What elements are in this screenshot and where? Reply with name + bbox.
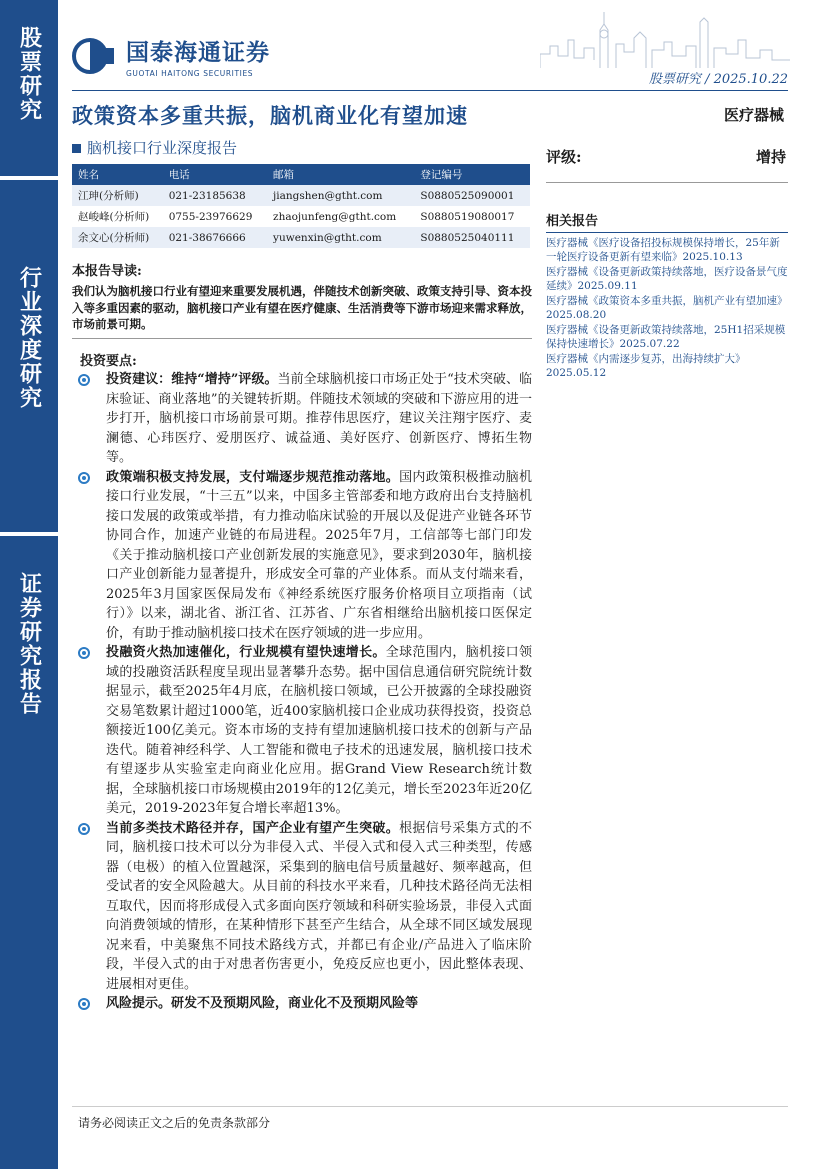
report-title: 政策资本多重共振，脑机商业化有望加速	[72, 103, 468, 128]
analyst-table	[72, 164, 530, 248]
logo-cn-text: 国泰海通证券	[126, 40, 270, 66]
analyst-phone: 0755-23976629	[163, 206, 267, 227]
analyst-table-header	[72, 164, 530, 185]
subtitle-square-icon	[72, 144, 81, 153]
investment-points	[76, 370, 532, 1014]
analyst-email[interactable]: zhaojunfeng@gtht.com	[267, 206, 414, 227]
point-text: 全球范围内，脑机接口领域的投融资活跃程度呈现出显著攀升态势。据中国信息通信研究院统计数据显示，截至2025年4月底，在脑机接口领域，已公开披露的全球投融资交易笔数累计超过1000笔，近400家脑机接口企业成功获得投资，投资总额接近100亿美元。资本市场的支持有望加速脑机接口技术的创新与产品迭代。随着神经科学、人工智能和微电子技术的迅速发展，脑机接口技术有望逐步从实验室走向商业化应用。据Grand View Research统计数据，全球脑机接口市场规模由2019年的12亿美元，增长至2023年近20亿美元，2019-2023年复合增长率超13%。	[106, 645, 532, 816]
footer-divider	[72, 1106, 788, 1107]
analyst-reg: S0880525040111	[414, 227, 530, 248]
report-guide	[72, 260, 532, 333]
table-row	[72, 227, 530, 248]
sidebar-label-securities-report: 证券研究报告	[16, 572, 42, 716]
analyst-phone: 021-38676666	[163, 227, 267, 248]
header-divider	[72, 90, 788, 91]
subtitle-text: 脑机接口行业深度报告	[87, 139, 238, 157]
list-item	[76, 370, 532, 468]
sidebar-label-industry-research: 行业深度研究	[16, 266, 42, 410]
analyst-email[interactable]: jiangshen@gtht.com	[267, 185, 414, 206]
rating-label: 评级:	[546, 148, 582, 166]
logo-mark-icon	[72, 38, 118, 74]
bullet-icon	[78, 374, 90, 386]
point-lead: 当前多类技术路径并存，国产企业有望产生突破。	[106, 820, 400, 836]
city-skyline-graphic	[540, 10, 790, 68]
guide-header: 本报告导读:	[72, 264, 142, 279]
list-item	[76, 643, 532, 819]
related-report-link[interactable]: 医疗器械《设备更新政策持续落地，医疗设备景气度延续》2025.09.11	[546, 266, 788, 292]
report-subtitle	[72, 137, 237, 158]
sidebar-section-industry-research	[0, 180, 58, 532]
related-reports	[546, 210, 788, 381]
logo-en-text: GUOTAI HAITONG SECURITIES	[126, 69, 254, 78]
col-email: 邮箱	[267, 164, 414, 185]
bullet-icon	[78, 472, 90, 484]
disclaimer-footer: 请务必阅读正文之后的免责条款部分	[78, 1116, 271, 1130]
list-item	[76, 994, 532, 1014]
point-text: 当前全球脑机接口市场正处于“技术突破、临床验证、商业落地”的关键转折期。伴随技术领域的突破和下游应用的进一步打开，脑机接口市场前景可期。推荐伟思医疗，建议关注翔宇医疗、麦澜德、心玮医疗、爱朋医疗、诚益通、美好医疗、创新医疗、博拓生物等。	[106, 372, 532, 465]
related-report-link[interactable]: 医疗器械《设备更新政策持续落地，25H1招采规模保持快速增长》2025.07.22	[546, 324, 786, 350]
related-report-link[interactable]: 医疗器械《医疗设备招投标规模保持增长，25年新一轮医疗设备更新有望来临》2025.10.13	[546, 237, 780, 263]
analyst-name: 江珅(分析师)	[72, 185, 163, 206]
industry-label: 医疗器械	[723, 106, 784, 124]
analyst-phone: 021-23185638	[163, 185, 267, 206]
col-phone: 电话	[163, 164, 267, 185]
related-report-link[interactable]: 医疗器械《内需逐步复苏，出海持续扩大》2025.05.12	[546, 353, 746, 379]
bullet-icon	[78, 823, 90, 835]
analyst-name: 赵峻峰(分析师)	[72, 206, 163, 227]
guide-divider	[72, 338, 532, 339]
company-logo	[72, 34, 270, 78]
guide-text: 我们认为脑机接口行业有望迎来重要发展机遇，伴随技术创新突破、政策支持引导、资本投入等多重因素的驱动，脑机接口产业有望在医疗健康、生活消费等下游市场迎来需求释放，市场前景可期。	[72, 284, 532, 331]
col-name: 姓名	[72, 164, 163, 185]
table-row	[72, 185, 530, 206]
list-item	[76, 819, 532, 995]
point-text: 根据信号采集方式的不同，脑机接口技术可以分为非侵入式、半侵入式和侵入式三种类型，传感器（电极）的植入位置越深，采集到的脑电信号质量越好、频率越高，但受试者的安全风险越大。从目前的科技水平来看，几种技术路径尚无法相互取代，因而将形成侵入式多面向医疗领域和科研实验场景，非侵入式面向消费领域的情形，在某种情形下甚至产生结合，从全球不同区域发展现况来看，中美聚焦不同技术路线方式，并都已有企业/产品进入了临床阶段，半侵入式的由于对患者伤害更小，免疫反应也更小，因此整体表现、进展相对更佳。	[106, 820, 532, 992]
analyst-reg: S0880519080017	[414, 206, 530, 227]
analyst-email[interactable]: yuwenxin@gtht.com	[267, 227, 414, 248]
rating-divider	[546, 182, 788, 183]
related-reports-header: 相关报告	[546, 210, 788, 233]
point-lead: 政策端积极支持发展，支付端逐步规范推动落地。	[106, 469, 400, 485]
list-item	[76, 468, 532, 644]
bullet-icon	[78, 647, 90, 659]
point-lead: 投融资火热加速催化，行业规模有望快速增长。	[106, 645, 386, 660]
analyst-reg: S0880525090001	[414, 185, 530, 206]
analyst-name: 余文心(分析师)	[72, 227, 163, 248]
sidebar-section-stock-research	[0, 0, 58, 176]
related-report-link[interactable]: 医疗器械《政策资本多重共振，脑机产业有望加速》2025.08.20	[546, 295, 788, 321]
point-lead: 风险提示。研发不及预期风险，商业化不及预期风险等	[106, 996, 419, 1011]
points-header: 投资要点:	[80, 354, 137, 369]
report-date-line: 股票研究 / 2025.10.22	[648, 72, 788, 87]
rating-block	[546, 146, 786, 167]
col-reg: 登记编号	[414, 164, 530, 185]
sidebar-label-stock-research: 股票研究	[16, 26, 42, 122]
table-row	[72, 206, 530, 227]
rating-value: 增持	[755, 148, 786, 166]
point-lead: 投资建议：维持“增持”评级。	[106, 372, 278, 387]
bullet-icon	[78, 998, 90, 1010]
point-text: 国内政策积极推动脑机接口行业发展，“十三五”以来，中国多主管部委和地方政府出台支持脑机接口发展的政策或举措，有力推动临床试验的开展以及促进产业链各环节协同合作，加速产业链的布局进程。2025年7月，工信部等七部门印发《关于推动脑机接口产业创新发展的实施意见》，要求到2030年，脑机接口产业创新能力显著提升，形成安全可靠的产业体系。而从支付端来看，2025年3月国家医保局发布《神经系统医疗服务价格项目立项指南（试行）》以来，湖北省、浙江省、江苏省、广东省相继给出脑机接口医保定价，有助于推动脑机接口技术在医疗领域的进一步应用。	[106, 469, 532, 641]
sidebar-section-securities-report	[0, 536, 58, 1169]
